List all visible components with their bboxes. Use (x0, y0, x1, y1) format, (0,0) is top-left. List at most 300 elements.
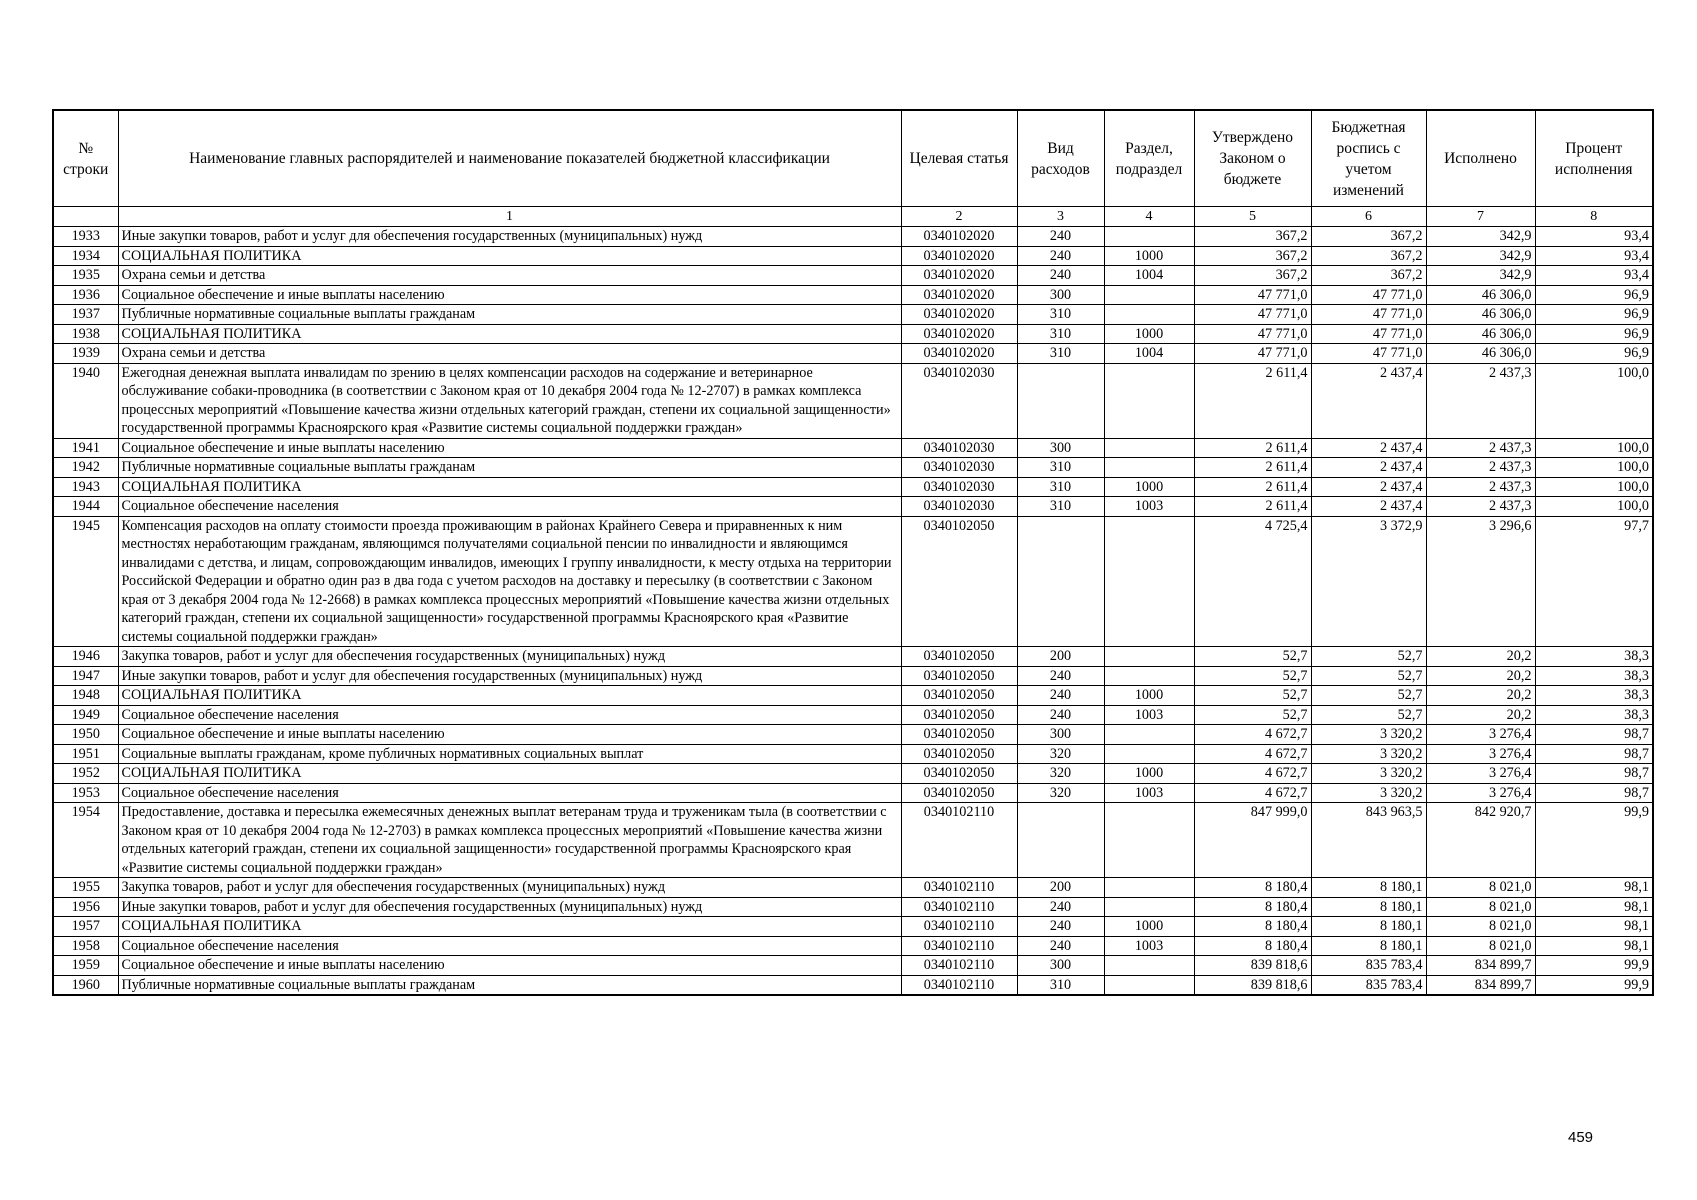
percent-cell: 98,1 (1535, 897, 1653, 917)
expense-kind-cell: 310 (1017, 324, 1104, 344)
percent-cell: 38,3 (1535, 647, 1653, 667)
name-cell: СОЦИАЛЬНАЯ ПОЛИТИКА (118, 764, 901, 784)
executed-cell: 3 276,4 (1426, 764, 1535, 784)
table-row (53, 975, 1653, 995)
percent-cell: 93,4 (1535, 266, 1653, 286)
row-number-cell: 1956 (53, 897, 118, 917)
table-row (53, 438, 1653, 458)
row-number-cell: 1958 (53, 936, 118, 956)
expense-kind-cell: 200 (1017, 647, 1104, 667)
name-cell: Ежегодная денежная выплата инвалидам по зрению в целях компенсации расходов на содержание и ветеринарное обслуживание собаки-проводника (в соответствии с Законом края от 10 декабря 2004 года № 12-2707) в рамках комплекса процессных мероприятий «Повышение качества жизни отдельных категорий граждан, степени их социальной защищенности» государственной программы Красноярского края «Развитие системы социальной поддержки граждан» (118, 363, 901, 438)
table-row (53, 477, 1653, 497)
expense-kind-cell: 240 (1017, 897, 1104, 917)
header-name: Наименование главных распорядителей и наименование показателей бюджетной классификации (118, 110, 901, 207)
table-header-row (53, 110, 1653, 207)
percent-cell: 93,4 (1535, 246, 1653, 266)
percent-cell: 93,4 (1535, 227, 1653, 247)
budget-schedule-cell: 3 320,2 (1311, 744, 1426, 764)
target-article-cell: 0340102050 (901, 686, 1017, 706)
expense-kind-cell: 240 (1017, 917, 1104, 937)
approved-cell: 52,7 (1194, 686, 1311, 706)
name-cell: Социальное обеспечение населения (118, 783, 901, 803)
table-row (53, 764, 1653, 784)
row-number-cell: 1955 (53, 878, 118, 898)
approved-cell: 52,7 (1194, 705, 1311, 725)
budget-schedule-cell: 3 320,2 (1311, 764, 1426, 784)
expense-kind-cell: 200 (1017, 878, 1104, 898)
page-number: 459 (1568, 1129, 1594, 1146)
table-row (53, 285, 1653, 305)
percent-cell: 96,9 (1535, 324, 1653, 344)
budget-schedule-cell: 367,2 (1311, 246, 1426, 266)
target-article-cell: 0340102030 (901, 438, 1017, 458)
table-row (53, 917, 1653, 937)
section-cell (1104, 363, 1194, 438)
expense-kind-cell: 300 (1017, 956, 1104, 976)
approved-cell: 4 725,4 (1194, 516, 1311, 647)
section-cell: 1000 (1104, 246, 1194, 266)
budget-schedule-cell: 2 437,4 (1311, 497, 1426, 517)
section-cell (1104, 647, 1194, 667)
expense-kind-cell: 310 (1017, 305, 1104, 325)
section-cell (1104, 878, 1194, 898)
row-number-cell: 1945 (53, 516, 118, 647)
approved-cell: 2 611,4 (1194, 363, 1311, 438)
target-article-cell: 0340102050 (901, 705, 1017, 725)
section-cell: 1003 (1104, 936, 1194, 956)
target-article-cell: 0340102050 (901, 666, 1017, 686)
table-row (53, 497, 1653, 517)
budget-schedule-cell: 3 372,9 (1311, 516, 1426, 647)
budget-schedule-cell: 47 771,0 (1311, 285, 1426, 305)
executed-cell: 46 306,0 (1426, 305, 1535, 325)
target-article-cell: 0340102110 (901, 956, 1017, 976)
approved-cell: 52,7 (1194, 666, 1311, 686)
expense-kind-cell: 320 (1017, 744, 1104, 764)
section-cell: 1000 (1104, 764, 1194, 784)
name-cell: Социальное обеспечение населения (118, 497, 901, 517)
executed-cell: 342,9 (1426, 266, 1535, 286)
row-number-cell: 1936 (53, 285, 118, 305)
column-number: 7 (1426, 207, 1535, 227)
name-cell: Социальные выплаты гражданам, кроме публичных нормативных социальных выплат (118, 744, 901, 764)
executed-cell: 2 437,3 (1426, 497, 1535, 517)
expense-kind-cell: 310 (1017, 344, 1104, 364)
executed-cell: 8 021,0 (1426, 936, 1535, 956)
percent-cell: 100,0 (1535, 363, 1653, 438)
row-number-cell: 1944 (53, 497, 118, 517)
table-row (53, 956, 1653, 976)
percent-cell: 100,0 (1535, 438, 1653, 458)
approved-cell: 8 180,4 (1194, 878, 1311, 898)
table-row (53, 725, 1653, 745)
executed-cell: 842 920,7 (1426, 803, 1535, 878)
row-number-cell: 1946 (53, 647, 118, 667)
executed-cell: 20,2 (1426, 705, 1535, 725)
budget-schedule-cell: 8 180,1 (1311, 897, 1426, 917)
budget-schedule-cell: 47 771,0 (1311, 324, 1426, 344)
section-cell: 1003 (1104, 497, 1194, 517)
executed-cell: 2 437,3 (1426, 438, 1535, 458)
target-article-cell: 0340102110 (901, 878, 1017, 898)
budget-schedule-cell: 2 437,4 (1311, 363, 1426, 438)
percent-cell: 98,7 (1535, 744, 1653, 764)
target-article-cell: 0340102020 (901, 344, 1017, 364)
budget-schedule-cell: 52,7 (1311, 647, 1426, 667)
expense-kind-cell: 240 (1017, 227, 1104, 247)
approved-cell: 8 180,4 (1194, 897, 1311, 917)
executed-cell: 342,9 (1426, 246, 1535, 266)
table-row (53, 516, 1653, 647)
expense-kind-cell: 240 (1017, 936, 1104, 956)
row-number-cell: 1951 (53, 744, 118, 764)
budget-schedule-cell: 52,7 (1311, 686, 1426, 706)
executed-cell: 3 276,4 (1426, 744, 1535, 764)
section-cell (1104, 438, 1194, 458)
target-article-cell: 0340102050 (901, 725, 1017, 745)
budget-schedule-cell: 47 771,0 (1311, 344, 1426, 364)
header-target-article: Целевая статья (901, 110, 1017, 207)
row-number-cell: 1938 (53, 324, 118, 344)
expense-kind-cell: 320 (1017, 764, 1104, 784)
budget-execution-table (52, 109, 1654, 996)
approved-cell: 4 672,7 (1194, 744, 1311, 764)
row-number-cell: 1959 (53, 956, 118, 976)
approved-cell: 47 771,0 (1194, 344, 1311, 364)
target-article-cell: 0340102050 (901, 516, 1017, 647)
row-number-cell: 1960 (53, 975, 118, 995)
expense-kind-cell: 240 (1017, 246, 1104, 266)
name-cell: Охрана семьи и детства (118, 344, 901, 364)
budget-schedule-cell: 8 180,1 (1311, 936, 1426, 956)
table-row (53, 305, 1653, 325)
budget-schedule-cell: 52,7 (1311, 666, 1426, 686)
target-article-cell: 0340102020 (901, 285, 1017, 305)
table-row (53, 246, 1653, 266)
percent-cell: 96,9 (1535, 285, 1653, 305)
percent-cell: 96,9 (1535, 344, 1653, 364)
target-article-cell: 0340102020 (901, 266, 1017, 286)
expense-kind-cell: 310 (1017, 477, 1104, 497)
row-number-cell: 1953 (53, 783, 118, 803)
executed-cell: 46 306,0 (1426, 324, 1535, 344)
row-number-cell: 1942 (53, 458, 118, 478)
column-number: 6 (1311, 207, 1426, 227)
table-row (53, 666, 1653, 686)
row-number-cell: 1941 (53, 438, 118, 458)
header-budget-schedule: Бюджетная роспись с учетом изменений (1311, 110, 1426, 207)
row-number-cell: 1943 (53, 477, 118, 497)
percent-cell: 100,0 (1535, 497, 1653, 517)
percent-cell: 98,7 (1535, 764, 1653, 784)
budget-schedule-cell: 3 320,2 (1311, 725, 1426, 745)
row-number-cell: 1937 (53, 305, 118, 325)
budget-schedule-cell: 47 771,0 (1311, 305, 1426, 325)
percent-cell: 100,0 (1535, 458, 1653, 478)
approved-cell: 839 818,6 (1194, 956, 1311, 976)
approved-cell: 2 611,4 (1194, 438, 1311, 458)
approved-cell: 4 672,7 (1194, 725, 1311, 745)
executed-cell: 20,2 (1426, 647, 1535, 667)
executed-cell: 46 306,0 (1426, 344, 1535, 364)
name-cell: Публичные нормативные социальные выплаты гражданам (118, 305, 901, 325)
executed-cell: 2 437,3 (1426, 363, 1535, 438)
header-row-number: № строки (53, 110, 118, 207)
executed-cell: 2 437,3 (1426, 458, 1535, 478)
approved-cell: 52,7 (1194, 647, 1311, 667)
expense-kind-cell: 310 (1017, 497, 1104, 517)
approved-cell: 2 611,4 (1194, 477, 1311, 497)
approved-cell: 367,2 (1194, 266, 1311, 286)
budget-schedule-cell: 843 963,5 (1311, 803, 1426, 878)
target-article-cell: 0340102050 (901, 783, 1017, 803)
name-cell: Охрана семьи и детства (118, 266, 901, 286)
table-row (53, 744, 1653, 764)
table-row (53, 266, 1653, 286)
executed-cell: 8 021,0 (1426, 917, 1535, 937)
table-row (53, 803, 1653, 878)
budget-schedule-cell: 3 320,2 (1311, 783, 1426, 803)
percent-cell: 38,3 (1535, 705, 1653, 725)
section-cell (1104, 744, 1194, 764)
row-number-cell: 1950 (53, 725, 118, 745)
executed-cell: 3 276,4 (1426, 725, 1535, 745)
name-cell: Социальное обеспечение и иные выплаты населению (118, 438, 901, 458)
expense-kind-cell: 240 (1017, 705, 1104, 725)
target-article-cell: 0340102030 (901, 458, 1017, 478)
expense-kind-cell (1017, 516, 1104, 647)
percent-cell: 98,1 (1535, 917, 1653, 937)
percent-cell: 100,0 (1535, 477, 1653, 497)
table-row (53, 878, 1653, 898)
approved-cell: 4 672,7 (1194, 764, 1311, 784)
section-cell: 1004 (1104, 344, 1194, 364)
approved-cell: 47 771,0 (1194, 285, 1311, 305)
approved-cell: 847 999,0 (1194, 803, 1311, 878)
expense-kind-cell: 310 (1017, 458, 1104, 478)
row-number-cell: 1949 (53, 705, 118, 725)
expense-kind-cell: 300 (1017, 285, 1104, 305)
section-cell (1104, 956, 1194, 976)
header-expense-kind: Вид расходов (1017, 110, 1104, 207)
name-cell: Иные закупки товаров, работ и услуг для обеспечения государственных (муниципальных) нужд (118, 897, 901, 917)
name-cell: Социальное обеспечение населения (118, 936, 901, 956)
target-article-cell: 0340102030 (901, 363, 1017, 438)
column-number: 3 (1017, 207, 1104, 227)
table-row (53, 936, 1653, 956)
table-row (53, 363, 1653, 438)
name-cell: Социальное обеспечение и иные выплаты населению (118, 725, 901, 745)
section-cell (1104, 725, 1194, 745)
column-number (53, 207, 118, 227)
column-number-row (53, 207, 1653, 227)
executed-cell: 8 021,0 (1426, 878, 1535, 898)
table-row (53, 458, 1653, 478)
section-cell: 1004 (1104, 266, 1194, 286)
header-section: Раздел, подраздел (1104, 110, 1194, 207)
table-row (53, 647, 1653, 667)
row-number-cell: 1954 (53, 803, 118, 878)
row-number-cell: 1947 (53, 666, 118, 686)
row-number-cell: 1948 (53, 686, 118, 706)
expense-kind-cell: 320 (1017, 783, 1104, 803)
expense-kind-cell: 240 (1017, 666, 1104, 686)
section-cell: 1000 (1104, 917, 1194, 937)
header-executed: Исполнено (1426, 110, 1535, 207)
expense-kind-cell (1017, 363, 1104, 438)
name-cell: Предоставление, доставка и пересылка ежемесячных денежных выплат ветеранам труда и труженикам тыла (в соответствии с Законом края от 10 декабря 2004 года № 12-2703) в рамках комплекса процессных мероприятий «Повышение качества жизни отдельных категорий граждан, степени их социальной защищенности» государственной программы Красноярского края «Развитие системы социальной поддержки граждан» (118, 803, 901, 878)
approved-cell: 367,2 (1194, 227, 1311, 247)
section-cell (1104, 975, 1194, 995)
target-article-cell: 0340102020 (901, 227, 1017, 247)
expense-kind-cell: 240 (1017, 686, 1104, 706)
table-body (53, 227, 1653, 996)
budget-schedule-cell: 367,2 (1311, 266, 1426, 286)
name-cell: Компенсация расходов на оплату стоимости проезда проживающим в районах Крайнего Севера и приравненных к ним местностях неработающим гражданам, являющимся получателями социальной пенсии по инвалидности и являющимся инвалидами с детства, и лицам, сопровождающим инвалидов, имеющих I группу инвалидности, к месту отдыха на территории Российской Федерации и обратно один раз в два года с учетом расходов на доставку и пересылку (в соответствии с Законом края от 3 декабря 2004 года № 12-2668) в рамках комплекса процессных мероприятий «Повышение качества жизни отдельных категорий граждан, степени их социальной защищенности» государственной программы Красноярского края «Развитие системы социальной поддержки граждан» (118, 516, 901, 647)
executed-cell: 2 437,3 (1426, 477, 1535, 497)
expense-kind-cell: 240 (1017, 266, 1104, 286)
name-cell: СОЦИАЛЬНАЯ ПОЛИТИКА (118, 686, 901, 706)
section-cell (1104, 227, 1194, 247)
name-cell: Закупка товаров, работ и услуг для обеспечения государственных (муниципальных) нужд (118, 878, 901, 898)
row-number-cell: 1934 (53, 246, 118, 266)
column-number: 8 (1535, 207, 1653, 227)
budget-schedule-cell: 8 180,1 (1311, 878, 1426, 898)
row-number-cell: 1952 (53, 764, 118, 784)
section-cell (1104, 803, 1194, 878)
section-cell: 1000 (1104, 686, 1194, 706)
budget-schedule-cell: 367,2 (1311, 227, 1426, 247)
column-number: 4 (1104, 207, 1194, 227)
percent-cell: 97,7 (1535, 516, 1653, 647)
executed-cell: 8 021,0 (1426, 897, 1535, 917)
section-cell: 1003 (1104, 783, 1194, 803)
percent-cell: 98,7 (1535, 725, 1653, 745)
target-article-cell: 0340102030 (901, 477, 1017, 497)
row-number-cell: 1957 (53, 917, 118, 937)
percent-cell: 99,9 (1535, 803, 1653, 878)
section-cell (1104, 285, 1194, 305)
executed-cell: 834 899,7 (1426, 975, 1535, 995)
name-cell: Иные закупки товаров, работ и услуг для обеспечения государственных (муниципальных) нужд (118, 666, 901, 686)
budget-schedule-cell: 835 783,4 (1311, 956, 1426, 976)
percent-cell: 96,9 (1535, 305, 1653, 325)
column-number: 2 (901, 207, 1017, 227)
table-row (53, 324, 1653, 344)
target-article-cell: 0340102020 (901, 305, 1017, 325)
percent-cell: 98,7 (1535, 783, 1653, 803)
name-cell: Закупка товаров, работ и услуг для обеспечения государственных (муниципальных) нужд (118, 647, 901, 667)
budget-schedule-cell: 2 437,4 (1311, 458, 1426, 478)
percent-cell: 99,9 (1535, 975, 1653, 995)
executed-cell: 46 306,0 (1426, 285, 1535, 305)
approved-cell: 2 611,4 (1194, 458, 1311, 478)
executed-cell: 20,2 (1426, 666, 1535, 686)
expense-kind-cell (1017, 803, 1104, 878)
approved-cell: 367,2 (1194, 246, 1311, 266)
approved-cell: 4 672,7 (1194, 783, 1311, 803)
target-article-cell: 0340102050 (901, 744, 1017, 764)
approved-cell: 8 180,4 (1194, 936, 1311, 956)
percent-cell: 98,1 (1535, 878, 1653, 898)
name-cell: СОЦИАЛЬНАЯ ПОЛИТИКА (118, 477, 901, 497)
column-number: 5 (1194, 207, 1311, 227)
budget-schedule-cell: 2 437,4 (1311, 477, 1426, 497)
budget-schedule-cell: 835 783,4 (1311, 975, 1426, 995)
approved-cell: 2 611,4 (1194, 497, 1311, 517)
executed-cell: 3 276,4 (1426, 783, 1535, 803)
section-cell: 1000 (1104, 324, 1194, 344)
approved-cell: 47 771,0 (1194, 324, 1311, 344)
expense-kind-cell: 300 (1017, 438, 1104, 458)
budget-schedule-cell: 8 180,1 (1311, 917, 1426, 937)
target-article-cell: 0340102110 (901, 803, 1017, 878)
name-cell: Социальное обеспечение и иные выплаты населению (118, 285, 901, 305)
approved-cell: 839 818,6 (1194, 975, 1311, 995)
section-cell: 1003 (1104, 705, 1194, 725)
name-cell: Публичные нормативные социальные выплаты гражданам (118, 458, 901, 478)
name-cell: Социальное обеспечение и иные выплаты населению (118, 956, 901, 976)
percent-cell: 99,9 (1535, 956, 1653, 976)
column-number: 1 (118, 207, 901, 227)
section-cell (1104, 666, 1194, 686)
percent-cell: 38,3 (1535, 666, 1653, 686)
target-article-cell: 0340102030 (901, 497, 1017, 517)
name-cell: СОЦИАЛЬНАЯ ПОЛИТИКА (118, 917, 901, 937)
name-cell: СОЦИАЛЬНАЯ ПОЛИТИКА (118, 246, 901, 266)
executed-cell: 3 296,6 (1426, 516, 1535, 647)
percent-cell: 38,3 (1535, 686, 1653, 706)
header-approved: Утверждено Законом о бюджете (1194, 110, 1311, 207)
executed-cell: 834 899,7 (1426, 956, 1535, 976)
section-cell: 1000 (1104, 477, 1194, 497)
table-row (53, 227, 1653, 247)
target-article-cell: 0340102020 (901, 324, 1017, 344)
table-row (53, 897, 1653, 917)
target-article-cell: 0340102110 (901, 936, 1017, 956)
target-article-cell: 0340102110 (901, 917, 1017, 937)
budget-schedule-cell: 52,7 (1311, 705, 1426, 725)
table-row (53, 344, 1653, 364)
target-article-cell: 0340102110 (901, 897, 1017, 917)
approved-cell: 47 771,0 (1194, 305, 1311, 325)
target-article-cell: 0340102050 (901, 764, 1017, 784)
row-number-cell: 1939 (53, 344, 118, 364)
target-article-cell: 0340102110 (901, 975, 1017, 995)
header-percent: Процент исполнения (1535, 110, 1653, 207)
table-row (53, 686, 1653, 706)
executed-cell: 342,9 (1426, 227, 1535, 247)
expense-kind-cell: 310 (1017, 975, 1104, 995)
target-article-cell: 0340102020 (901, 246, 1017, 266)
name-cell: Социальное обеспечение населения (118, 705, 901, 725)
approved-cell: 8 180,4 (1194, 917, 1311, 937)
executed-cell: 20,2 (1426, 686, 1535, 706)
row-number-cell: 1935 (53, 266, 118, 286)
table-row (53, 783, 1653, 803)
name-cell: СОЦИАЛЬНАЯ ПОЛИТИКА (118, 324, 901, 344)
expense-kind-cell: 300 (1017, 725, 1104, 745)
section-cell (1104, 458, 1194, 478)
row-number-cell: 1933 (53, 227, 118, 247)
section-cell (1104, 516, 1194, 647)
name-cell: Публичные нормативные социальные выплаты гражданам (118, 975, 901, 995)
section-cell (1104, 305, 1194, 325)
section-cell (1104, 897, 1194, 917)
name-cell: Иные закупки товаров, работ и услуг для обеспечения государственных (муниципальных) нужд (118, 227, 901, 247)
percent-cell: 98,1 (1535, 936, 1653, 956)
target-article-cell: 0340102050 (901, 647, 1017, 667)
